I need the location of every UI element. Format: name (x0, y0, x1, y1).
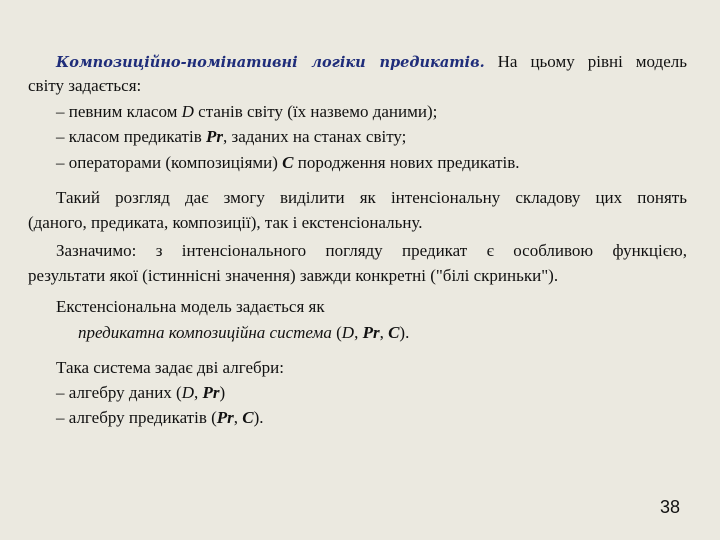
list-text: – операторами (композиціями) (56, 153, 283, 172)
symbol-pr: Pr (362, 323, 380, 342)
list-item-data (56, 101, 437, 123)
paragraph-note-l2: результати якої (істиннісні значення) завжди конкретні ("білі скриньки"). (28, 266, 559, 285)
paragraph-text: Такий розгляд дає змогу виділити як інтенсіональну складову цих понять (56, 188, 687, 207)
punct: , (193, 383, 203, 402)
symbol-c: C (242, 408, 254, 427)
list-item-predicate-algebra (56, 407, 264, 429)
list-text: – алгебру даних ( (56, 383, 182, 402)
intro-continuation: світу задається: (28, 76, 142, 95)
symbol-pr: Pr (205, 127, 223, 146)
list-text: – певним класом (56, 102, 182, 121)
list-text: – алгебру предикатів ( (56, 408, 217, 427)
symbol-pr: Pr (216, 408, 234, 427)
paragraph-text: Зазначимо: з інтенсіонального погляду предикат є особливою функцією, (56, 241, 687, 260)
punct: ( (331, 323, 342, 342)
paragraph-extensional: Екстенсіональна модель задається як (56, 297, 325, 316)
list-item-compositions (56, 152, 520, 174)
symbol-pr: Pr (202, 383, 220, 402)
symbol-d: D (181, 102, 194, 121)
intro-line (28, 51, 687, 74)
symbol-c: C (388, 323, 400, 342)
section-heading: Композиційно-номінативні логіки предикатів. (56, 54, 485, 71)
page-number: 38 (659, 497, 680, 517)
intro-text: На цьому рівні модель (497, 52, 687, 71)
paragraph-intensional-l1 (28, 187, 687, 209)
list-text: породження нових предикатів. (293, 153, 520, 172)
punct: ) (219, 383, 226, 402)
paragraph-algebras: Така система задає дві алгебри: (56, 358, 284, 377)
list-item-predicates (56, 126, 406, 148)
list-text: станів світу (їх назвемо даними); (193, 102, 438, 121)
paragraph-intensional-l2: (даного, предиката, композиції), так і екстенсіональну. (28, 213, 423, 232)
term-definition (78, 322, 409, 344)
list-text: , заданих на станах світу; (222, 127, 407, 146)
punct: ). (399, 323, 410, 342)
punct: , (354, 323, 363, 342)
punct: ). (253, 408, 264, 427)
punct: , (233, 408, 243, 427)
punct: , (379, 323, 389, 342)
list-item-data-algebra (56, 382, 225, 404)
paragraph-note-l1 (28, 240, 687, 262)
term-text: предикатна композиційна система (78, 323, 332, 342)
symbol-d: D (341, 323, 355, 342)
symbol-c: C (282, 153, 294, 172)
list-text: – класом предикатів (56, 127, 206, 146)
symbol-d: D (181, 383, 194, 402)
